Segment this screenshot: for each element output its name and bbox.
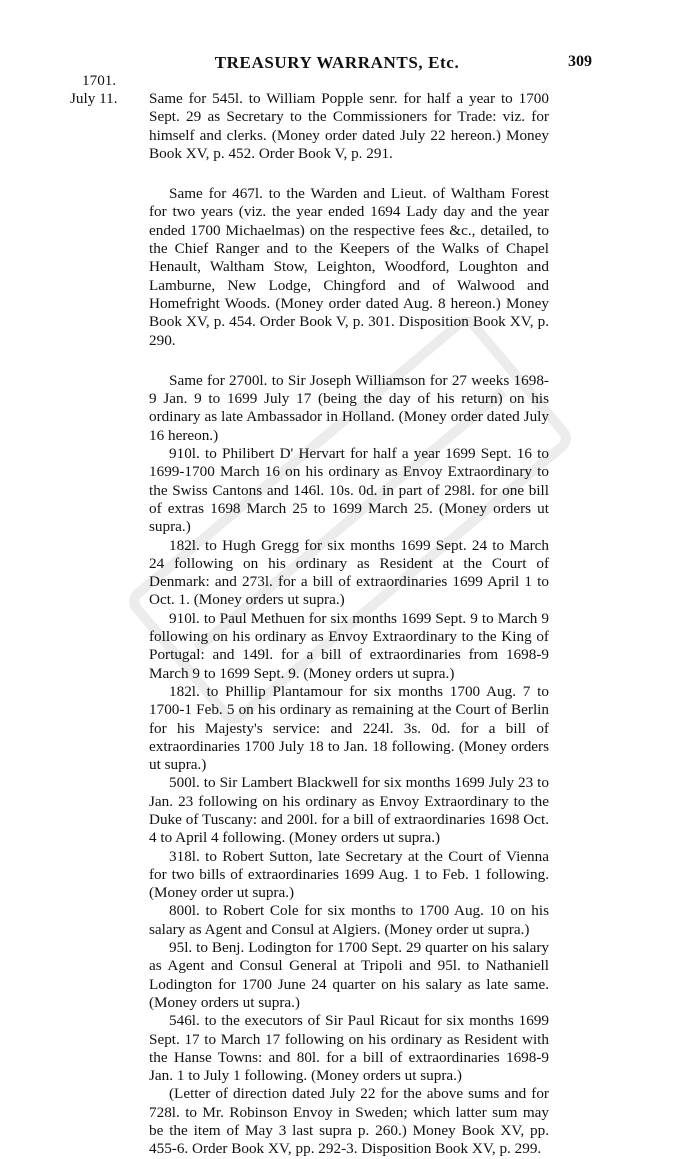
entry-paragraph: 500l. to Sir Lambert Blackwell for six months 1699 July 23 to Jan. 23 following on his ordinary as Envoy Extraordinary to the Duke of Tuscany: and 200l. for a bill of extraordinaries 1698 Oct. 4 to April 4 following. (Money orders ut supra.) [149,774,549,847]
margin-year: 1701. [82,72,117,89]
entry-paragraph: Same for 545l. to William Popple senr. for half a year to 1700 Sept. 29 as Secretary to the Commissioners for Trade: viz. for himself and clerks. (Money order dated July 22 hereon.) Money Book XV, p. 452. Order Book V, p. 291. [149,90,549,162]
entry-paragraph: Same for 467l. to the Warden and Lieut. of Waltham Forest for two years (viz. the year ended 1694 Lady day and the year ended 1700 Michaelmas) on the respective fees &c., detailed, to the Chief Ranger and to the Keepers of the Walks of Chapel Henault, Waltham Stow, Leighton, Woodford, Loughton and Lamburne, New Lodge, Chingford and of Walwood and Homefright Woods. (Money order dated Aug. 8 hereon.) Money Book XV, p. 454. Order Book V, p. 301. Disposition Book XV, p. 290. [149,185,549,349]
entry-paragraph: Same for 2700l. to Sir Joseph Williamson for 27 weeks 1698-9 Jan. 9 to 1699 July 17 (being the day of his return) on his ordinary as late Ambassador in Holland. (Money order dated July 16 hereon.) [149,371,549,444]
page-number: 309 [568,53,592,70]
entry-paragraph: 910l. to Philibert D' Hervart for half a year 1699 Sept. 16 to 1699-1700 March 16 on his ordinary as Envoy Extraordinary to the Swiss Cantons and 146l. 10s. 0d. in part of 298l. for one bill of extras 1698 March 25 to 1699 March 25. (Money orders ut supra.) [149,445,549,536]
entry-paragraph: (Letter of direction dated July 22 for the above sums and for 728l. to Mr. Robinson Envoy in Sweden; which latter sum may be the item of May 3 last supra p. 260.) Money Book XV, pp. 455-6. Order Book XV, pp. 292-3. Disposition Book XV, p. 299. [149,1085,549,1158]
running-title: TREASURY WARRANTS, Etc. [214,53,460,72]
entries-body [149,90,549,1159]
entry-paragraph: 95l. to Benj. Lodington for 1700 Sept. 29 quarter on his salary as Agent and Consul General at Tripoli and 95l. to Nathaniell Lodington for 1700 June 24 quarter on his salary as late same. (Money orders ut supra.) [149,939,549,1011]
entry-paragraph: 182l. to Phillip Plantamour for six months 1700 Aug. 7 to 1700-1 Feb. 5 on his ordinary as remaining at the Court of Berlin for his Majesty's service: and 224l. 3s. 0d. for a bill of extraordinaries 1700 July 18 to Jan. 18 following. (Money orders ut supra.) [149,682,549,774]
entry-paragraph: 182l. to Hugh Gregg for six months 1699 Sept. 24 to March 24 following on his ordinary as Resident at the Court of Denmark: and 273l. for a bill of extraordinaries 1699 April 1 to Oct. 1. (Money orders ut supra.) [149,536,549,609]
running-head [0,53,674,73]
entry-paragraph: 546l. to the executors of Sir Paul Ricaut for six months 1699 Sept. 17 to March 17 following on his ordinary as Resident with the Hanse Towns: and 80l. for a bill of extraordinaries 1698-9 Jan. 1 to July 1 following. (Money orders ut supra.) [149,1012,549,1085]
entry-paragraph: 800l. to Robert Cole for six months to 1700 Aug. 10 on his salary as Agent and Consul at Algiers. (Money order ut supra.) [149,902,549,938]
entry-paragraph: 318l. to Robert Sutton, late Secretary at the Court of Vienna for two bills of extraordinaries 1699 Aug. 1 to Feb. 1 following. (Money order ut supra.) [149,847,549,902]
entry-paragraph: 910l. to Paul Methuen for six months 1699 Sept. 9 to March 9 following on his ordinary as Envoy Extraordinary to the King of Portugal: and 149l. for a bill of extraordinaries from 1698-9 March 9 to 1699 Sept. 9. (Money orders ut supra.) [149,609,549,682]
margin-date: July 11. [70,90,118,107]
